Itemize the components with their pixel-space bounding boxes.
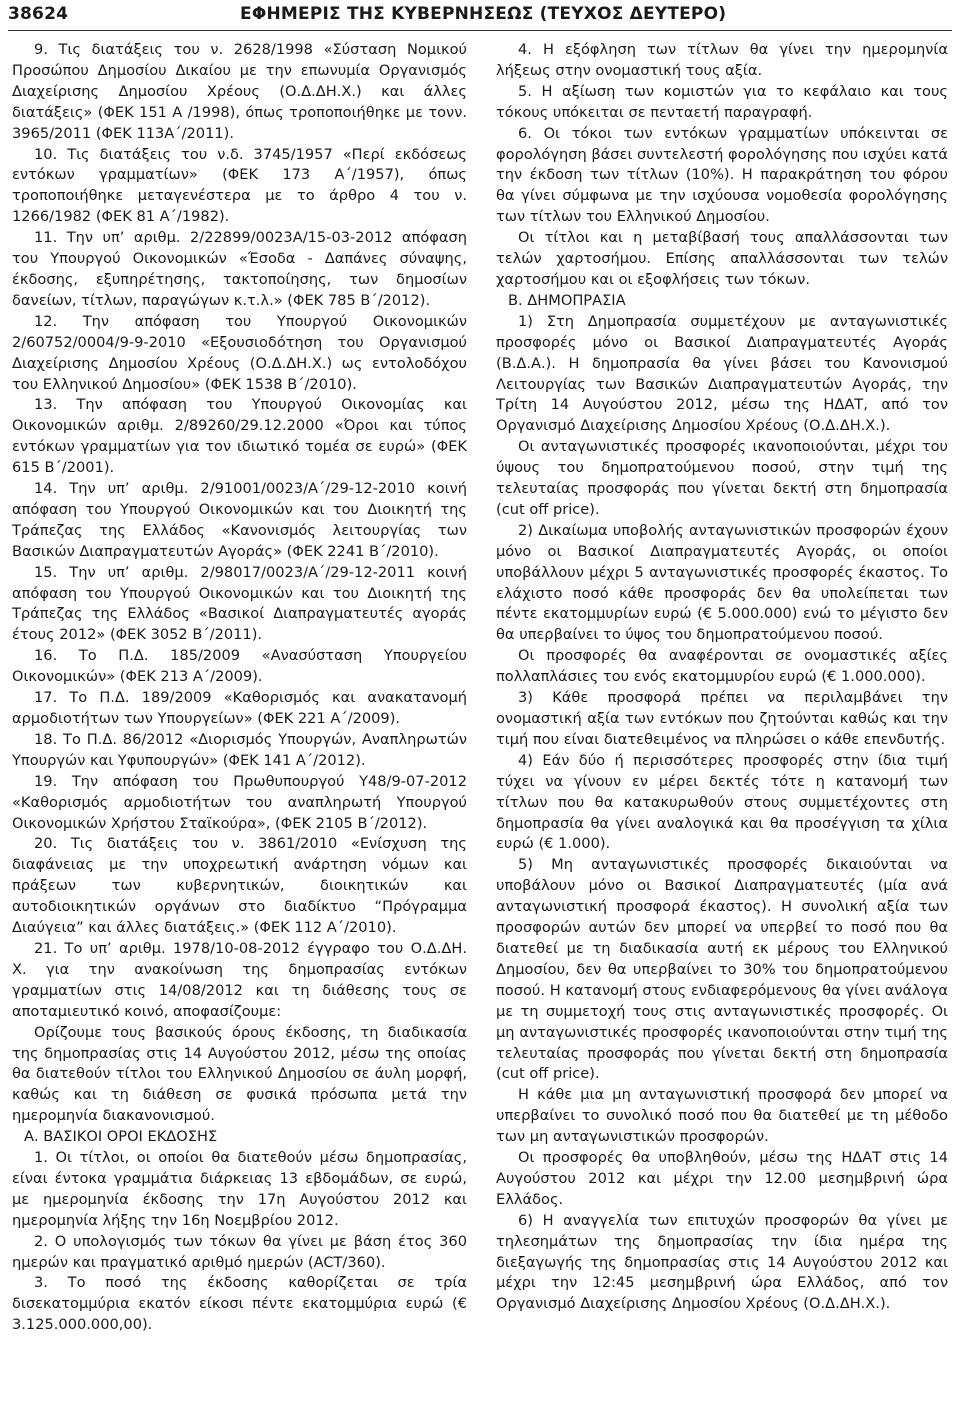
paragraph-b5-limit: Η κάθε μια μη ανταγωνιστική προσφορά δεν μπορεί να υπερβαίνει το συνολικό ποσό που θα διατεθεί με τη μέθοδο των μη ανταγωνιστικών προσφορών. <box>496 1086 948 1146</box>
section-heading-a: Α. ΒΑΣΙΚΟΙ ΟΡΟΙ ΕΚΔΟΣΗΣ <box>24 1128 218 1146</box>
paragraph-b6: 6) Η αναγγελία των επιτυχών προσφορών θα γίνει με τηλεσημάτων της δημοπρασίας την ίδια ημέρα της διεξαγωγής της δημοπρασίας στις 14 Αυγούστου 2012 και μέχρι την 12:45 μεσημβρινή ώρα Ελλάδος, από τον Οργανισμό Διαχείρισης Δημοσίου Χρέους (Ο.Δ.ΔΗ.Χ.). <box>496 1211 948 1313</box>
paragraph-item-16: 16. Το Π.Δ. 185/2009 «Ανασύσταση Υπουργείου Οικονομικών» (ΦΕΚ 213 Α΄/2009). <box>12 647 467 686</box>
paragraph-a6: 6. Οι τόκοι των εντόκων γραμματίων υπόκεινται σε φορολόγηση βάσει συντελεστή φορολόγησης που ισχύει κατά την έκδοση των τίτλων (10%). Η παρακράτηση του φόρου θα γίνει σύμφωνα με την ισχύουσα νομοθεσία φορολόγησης των τίτλων του Ελληνικού Δημοσίου. <box>496 124 948 226</box>
paragraph-b2: 2) Δικαίωμα υποβολής ανταγωνιστικών προσφορών έχουν μόνο οι Βασικοί Διαπραγματευτές Αγοράς, οι οποίοι υποβάλλουν μέχρι 5 ανταγωνιστικές προσφορές έκαστος. Το ελάχιστο ποσό κάθε προσφοράς δεν θα υπολείπεται των πέντε εκατομμυρίων ευρώ (€ 5.000.000) ενώ το μέγιστο δεν θα υπερβαίνει το ύψος του δημοπρατούμενου ποσού. <box>496 521 948 644</box>
paragraph-a6-stamp-duty: Οι τίτλοι και η μεταβίβασή τους απαλλάσσονται των τελών χαρτοσήμου. Επίσης απαλλάσσονται των τελών χαρτοσήμου και οι εξοφλήσεις των τόκων. <box>496 229 948 288</box>
paragraph-b1: 1) Στη Δημοπρασία συμμετέχουν με ανταγωνιστικές προσφορές μόνο οι Βασικοί Διαπραγματευτές Αγοράς (Β.Δ.Α.). Η δημοπρασία θα γίνει βάσει του Κανονισμού Λειτουργίας των Βασικών Διαπραγματευτών Αγοράς, την Τρίτη 14 Αυγούστου 2012, μέσω της ΗΔΑΤ, από τον Οργανισμό Διαχείρισης Δημοσίου Χρέους (Ο.Δ.ΔΗ.Χ.). <box>496 312 948 435</box>
paragraph-b1-cutoff: Οι ανταγωνιστικές προσφορές ικανοποιούνται, μέχρι του ύψους του δημοπρατούμενου ποσού, στην τιμή της τελευταίας προσφοράς που γίνεται δεκτή στη δημοπρασία (cut off price). <box>496 438 948 518</box>
paragraph-a5: 5. Η αξίωση των κομιστών για το κεφάλαιο και τους τόκους υπόκειται σε πενταετή παραγραφή. <box>496 82 948 121</box>
paragraph-b5: 5) Μη ανταγωνιστικές προσφορές δικαιούνται να υποβάλουν μόνο οι Βασικοί Διαπραγματευτές (μία ανά ανταγωνιστική προσφορά έκαστος). Η συνολική αξία των προσφορών αυτών δεν μπορεί να υπερβεί το ποσό που θα διατεθεί με τη διαδικασία αυτή εκ μέρους του Ελληνικού Δημοσίου, δεν θα υπερβαίνει το 30% του δημοπρατούμενου ποσού. Η κατανομή στους ενδιαφερόμενους θα γίνει ανάλογα με τη συμμετοχή τους στις ανταγωνιστικές προσφορές. Οι μη ανταγωνιστικές προσφορές ικανοποιούνται στην τιμή της τελευταίας προσφοράς που γίνεται δεκτή στη δημοπρασία (cut off price). <box>496 856 948 1083</box>
paragraph-a4: 4. Η εξόφληση των τίτλων θα γίνει την ημερομηνία λήξεως στην ονομαστική τους αξία. <box>496 41 948 79</box>
paragraph-item-11: 11. Την υπ’ αριθμ. 2/22899/0023Α/15-03-2012 απόφαση του Υπουργού Οικονομικών «Έσοδα - Δαπάνες σύναψης, έκδοσης, εξυπηρέτησης, τακτοποίησης, των δημοσίων δανείων, τίτλων, παραγώγων κ.τ.λ.» (ΦΕΚ 785 Β΄/2012). <box>12 229 467 309</box>
paragraph-item-14: 14. Την υπ’ αριθμ. 2/91001/0023/Α΄/29-12-2010 κοινή απόφαση του Υπουργού Οικονομικών και του Διοικητή της Τράπεζας της Ελλάδος «Κανονισμός λειτουργίας των Βασικών Διαπραγματευτών Αγοράς» (ΦΕΚ 2241 Β΄/2010). <box>12 480 467 560</box>
paragraph-a2: 2. Ο υπολογισμός των τόκων θα γίνει με βάση έτος 360 ημερών και πραγματικό αριθμό ημερών (ACT/360). <box>12 1232 467 1271</box>
paragraph-item-12: 12. Την απόφαση του Υπουργού Οικονομικών 2/60752/0004/9-9-2010 «Εξουσιοδότηση του Οργανισμού Διαχείρισης Δημοσίου Χρέους (Ο.Δ.ΔΗ.Χ.) ως εντολοδόχου του Ελληνικού Δημοσίου» (ΦΕΚ 1538 Β΄/2010). <box>12 312 467 393</box>
paragraph-item-10: 10. Τις διατάξεις του ν.δ. 3745/1957 «Περί εκδόσεως εντόκων γραμματίων» (ΦΕΚ 173 Α΄/1957), όπως τροποποιήθηκε μεταγενέστερα με το άρθρο 4 του ν. 1266/1982 (ΦΕΚ 81 Α΄/1982). <box>12 145 467 226</box>
paragraph-a1: 1. Οι τίτλοι, οι οποίοι θα διατεθούν μέσω δημοπρασίας, είναι έντοκα γραμμάτια διάρκειας 13 εβδομάδων, σε ευρώ, με ημερομηνία έκδοσης την 17η Αυγούστου 2012 και ημερομηνία λήξης την 16η Νοεμβρίου 2012. <box>12 1149 467 1229</box>
paragraph-item-19: 19. Την απόφαση του Πρωθυπουργού Υ48/9-07-2012 «Καθορισμός αρμοδιοτήτων του αναπληρωτή Υπουργού Οικονομικών Χρήστου Σταϊκούρα», (ΦΕΚ 2105 Β΄/2012). <box>12 772 467 832</box>
paragraph-item-20: 20. Τις διατάξεις του ν. 3861/2010 «Ενίσχυση της διαφάνειας με την υποχρεωτική ανάρτηση νόμων και πράξεων των κυβερνητικών, διοικητικών και αυτοδιοικητικών οργάνων στο διαδίκτυο “Πρόγραμμα Διαύγεια” και άλλες διατάξεις.» (ΦΕΚ 112 Α΄/2010). <box>12 835 467 937</box>
paragraph-b3: 3) Κάθε προσφορά πρέπει να περιλαμβάνει την ονομαστική αξία των εντόκων που ζητούνται καθώς και την τιμή που είναι διατεθειμένος να πληρώσει ο κάθε επενδυτής. <box>496 689 948 748</box>
paragraph-item-13: 13. Την απόφαση του Υπουργού Οικονομίας και Οικονομικών αριθμ. 2/89260/29.12.2000 «Όροι και τύπος εντόκων γραμματίων για τον ιδιωτικό τομέα σε ευρώ» (ΦΕΚ 615 Β΄/2001). <box>12 396 467 477</box>
page-header <box>8 4 952 30</box>
section-heading-b: Β. ΔΗΜΟΠΡΑΣΙΑ <box>508 291 626 309</box>
paragraph-item-9: 9. Τις διατάξεις του ν. 2628/1998 «Σύσταση Νομικού Προσώπου Δημοσίου Δικαίου με την επωνυμία Οργανισμός Διαχείρισης Δημοσίου Χρέους (Ο.Δ.ΔΗ.Χ.) και άλλες διατάξεις» (ΦΕΚ 151 Α /1998), όπως τροποποιήθηκε με τονν. 3965/2011 (ΦΕΚ 113Α΄/2011). <box>12 41 467 142</box>
paragraph-item-21: 21. Το υπ’ αριθμ. 1978/10-08-2012 έγγραφο του Ο.Δ.ΔΗ. Χ. για την ανακοίνωση της δημοπρασίας εντόκων γραμματίων στις 14/08/2012 και τη διάθεσης τους σε αποταμιευτικό κοινό, αποφασίζουμε: <box>12 939 467 1020</box>
paragraph-decision: Ορίζουμε τους βασικούς όρους έκδοσης, τη διαδικασία της δημοπρασίας στις 14 Αυγούστου 2012, μέσω της οποίας θα διατεθούν τίτλοι του Ελληνικού Δημοσίου σε άυλη μορφή, καθώς και τη διάθεση σε φυσικά πρόσωπα μετά την ημερομηνία διακανονισμού. <box>12 1023 467 1125</box>
paragraph-b5-submission: Οι προσφορές θα υποβληθούν, μέσω της ΗΔΑΤ στις 14 Αυγούστου 2012 και μέχρι την 12.00 μεσημβρινή ώρα Ελλάδος. <box>496 1149 948 1208</box>
paragraph-item-17: 17. Το Π.Δ. 189/2009 «Καθορισμός και ανακατανομή αρμοδιοτήτων των Υπουργείων» (ΦΕΚ 221 Α΄/2009). <box>12 689 467 727</box>
left-column <box>12 40 467 1336</box>
paragraph-b2-multiples: Οι προσφορές θα αναφέρονται σε ονομαστικές αξίες πολλαπλάσιες του ενός εκατομμυρίου ευρώ (€ 1.000.000). <box>496 647 948 686</box>
gazette-title: ΕΦΗΜΕΡΙΣ ΤΗΣ ΚΥΒΕΡΝΗΣΕΩΣ (ΤΕΥΧΟΣ ΔΕΥΤΕΡΟ) <box>240 4 727 24</box>
right-column <box>496 40 948 1315</box>
paragraph-item-15: 15. Την υπ’ αριθμ. 2/98017/0023/Α΄/29-12-2011 κοινή απόφαση του Υπουργού Οικονομικών και του Διοικητή της Τράπεζας της Ελλάδος «Βασικοί Διαπραγματευτές αγοράς έτους 2012» (ΦΕΚ 3052 Β΄/2011). <box>12 563 467 644</box>
page-number: 38624 <box>8 4 69 24</box>
paragraph-a3: 3. Το ποσό της έκδοσης καθορίζεται σε τρία δισεκατομμύρια εκατόν είκοσι πέντε εκατομμύρια ευρώ (€ 3.125.000.000,00). <box>12 1274 467 1334</box>
paragraph-item-18: 18. Το Π.Δ. 86/2012 «Διορισμός Υπουργών, Αναπληρωτών Υπουργών και Υφυπουργών» (ΦΕΚ 141 Α΄/2012). <box>12 730 467 769</box>
header-divider <box>8 30 952 31</box>
paragraph-b4: 4) Εάν δύο ή περισσότερες προσφορές στην ίδια τιμή τύχει να γίνουν εν μέρει δεκτές τότε η κατανομή των τίτλων που θα κατακυρωθούν στους συμμετέχοντες στη δημοπρασία θα γίνει αναλογικά και θα προσέγγιση τα χίλια ευρώ (€ 1.000). <box>496 751 948 853</box>
